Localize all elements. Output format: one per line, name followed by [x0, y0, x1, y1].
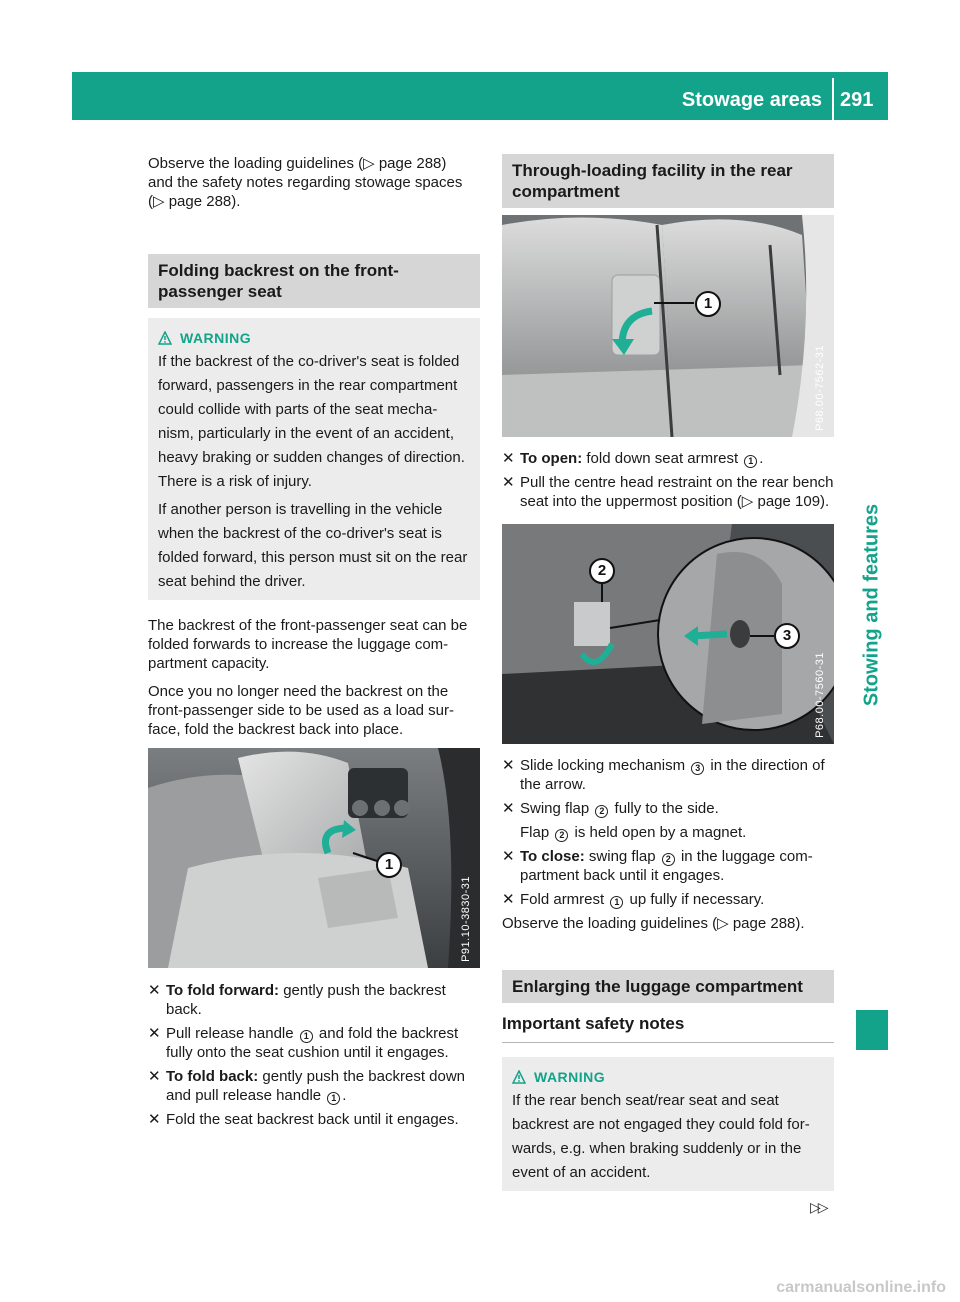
continue-marker-icon: ▷▷: [810, 1199, 826, 1215]
step-x-icon: ✕: [148, 982, 161, 999]
left-column: [148, 154, 480, 1134]
step-x-icon: ✕: [502, 474, 515, 491]
luggage-compartment-photo: [502, 524, 834, 744]
image-code: P91.10-3830-31: [460, 876, 472, 962]
step-label: To fold back:: [166, 1068, 259, 1085]
step-close: [502, 847, 834, 885]
step-fold-armrest: [502, 890, 834, 909]
step-x-icon: ✕: [502, 757, 515, 774]
warning-paragraph: If the rear bench seat/rear seat and seat backrest are not engaged they could fold for-wards, e.g. when braking suddenly or in the event of an accident.: [512, 1092, 810, 1181]
step-label: To fold forward:: [166, 982, 280, 999]
step-text: Fold the seat backrest back until it engages.: [166, 1111, 459, 1128]
flap-note: [502, 823, 834, 842]
step-x-icon: ✕: [502, 800, 515, 817]
header-title: Stowage areas: [681, 89, 822, 111]
rear-seat-photo: [502, 215, 834, 437]
chapter-marker-block: [856, 1010, 888, 1050]
step-text: Swing flap: [520, 800, 594, 817]
step-text: gently push the backrest down and pull release handle: [166, 1068, 466, 1104]
intro-line-2: and the safety notes regarding stowage spaces: [148, 174, 463, 191]
warning-box: [148, 318, 480, 600]
callout-1: 1: [695, 291, 721, 317]
intro-line-3: (▷ page 288).: [148, 193, 241, 210]
callout-3: 3: [774, 623, 800, 649]
number-1-icon: 1: [744, 455, 757, 468]
number-1-icon: 1: [300, 1030, 313, 1043]
step-text: in the luggage com-partment back until it engages.: [520, 848, 813, 884]
section-heading-through-loading: Through-loading facility in the rear compartment: [502, 154, 834, 208]
step-text: Pull release handle: [166, 1025, 298, 1042]
subheading-safety-notes: Important safety notes: [502, 1013, 834, 1043]
step-x-icon: ✕: [148, 1068, 161, 1085]
step-open: [502, 449, 834, 468]
body-paragraph-2: Once you no longer need the backrest on the front-passenger side to be used as a load sur-face, fold the backrest back into place.: [148, 683, 455, 738]
watermark: carmanualsonline.info: [776, 1279, 946, 1296]
number-3-icon: 3: [691, 762, 704, 775]
step-fold-forward: [148, 981, 480, 1019]
number-2-icon: 2: [662, 853, 675, 866]
section-heading-folding-backrest: Folding backrest on the front-passenger seat: [148, 254, 480, 308]
step-text: Pull the centre head restraint on the rear bench seat into the uppermost position (▷ page 109).: [520, 474, 834, 510]
warning-title: [158, 328, 470, 348]
warning-label: WARNING: [180, 330, 252, 346]
warning-triangle-icon: [512, 1070, 526, 1084]
note-text: is held open by a magnet.: [570, 824, 747, 841]
warning-label: WARNING: [534, 1069, 606, 1085]
step-text: and fold the backrest fully onto the seat cushion until it engages.: [166, 1025, 459, 1061]
step-text: .: [342, 1087, 347, 1104]
step-x-icon: ✕: [502, 891, 515, 908]
page-number: 291: [840, 89, 874, 111]
warning-box: [502, 1057, 834, 1191]
front-seat-photo: [148, 748, 480, 968]
number-2-icon: 2: [595, 805, 608, 818]
right-column: [502, 154, 834, 1191]
step-x-icon: ✕: [502, 450, 515, 467]
warning-paragraph-2: If another person is travelling in the vehicle when the backrest of the co-driver's seat is folded forward, this person must sit on the rear seat behind the driver.: [158, 501, 468, 590]
callout-1: 1: [376, 852, 402, 878]
number-2-icon: 2: [555, 829, 568, 842]
step-text: up fully if necessary.: [625, 891, 765, 908]
body-paragraph-1: The backrest of the front-passenger seat can be folded forwards to increase the luggage com-partment capacity.: [148, 617, 468, 672]
step-text: swing flap: [584, 848, 660, 865]
step-text: .: [759, 450, 764, 467]
note-text: Flap: [520, 824, 554, 841]
step-slide-locking: [502, 756, 834, 794]
number-1-icon: 1: [327, 1092, 340, 1105]
step-x-icon: ✕: [502, 848, 515, 865]
callout-2: 2: [589, 558, 615, 584]
warning-triangle-icon: [158, 331, 172, 345]
step-swing-flap: [502, 799, 834, 818]
observe-note: Observe the loading guidelines (▷ page 288).: [502, 915, 805, 932]
image-code: P68.00-7562-31: [814, 345, 826, 431]
warning-title: [512, 1067, 824, 1087]
step-text: gently push the backrest back.: [166, 982, 446, 1018]
intro-line-1: Observe the loading guidelines (▷ page 288): [148, 155, 447, 172]
step-text: Fold armrest: [520, 891, 609, 908]
header-divider: [832, 78, 834, 120]
number-1-icon: 1: [610, 896, 623, 909]
section-heading-enlarging: Enlarging the luggage compartment: [502, 970, 834, 1003]
chapter-side-tab: [856, 440, 888, 770]
step-x-icon: ✕: [148, 1111, 161, 1128]
step-x-icon: ✕: [148, 1025, 161, 1042]
step-text: in the direction of the arrow.: [520, 757, 825, 793]
step-label: To open:: [520, 450, 583, 467]
step-label: To close:: [520, 848, 585, 865]
step-fold-seat-back: [148, 1110, 480, 1129]
step-text: Slide locking mechanism: [520, 757, 690, 774]
step-pull-head-restraint: [502, 473, 834, 511]
image-code: P68.00-7560-31: [814, 652, 826, 738]
step-fold-back: [148, 1067, 480, 1105]
warning-paragraph-1: If the backrest of the co-driver's seat is folded forward, passengers in the rear compartment could collide with parts of the seat mecha-nism, particularly in the event of an accident, heavy braking or sudden changes of direction. There is a risk of injury.: [158, 353, 465, 490]
step-text: fully to the side.: [610, 800, 719, 817]
step-text: fold down seat armrest: [582, 450, 743, 467]
step-pull-handle: [148, 1024, 480, 1062]
chapter-side-tab-label: Stowing and features: [860, 503, 883, 707]
